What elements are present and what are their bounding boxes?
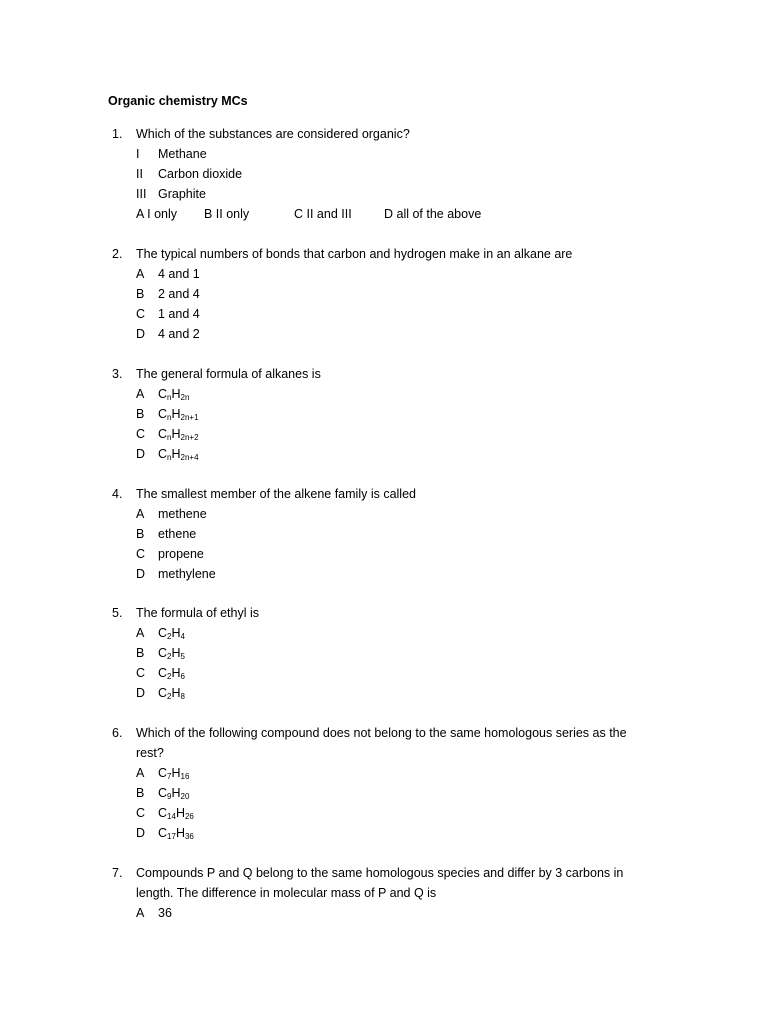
option-letter: D — [136, 447, 146, 461]
formula-subscript: n — [167, 433, 172, 442]
formula-element: H — [171, 686, 181, 700]
answer-option — [136, 524, 652, 544]
option-letter: C — [136, 666, 146, 680]
option-letter: A — [136, 387, 145, 401]
statement-numeral: II — [136, 167, 143, 181]
statement-numeral: I — [136, 147, 140, 161]
option-text: propene — [158, 547, 204, 561]
inline-options — [136, 204, 652, 224]
question-text: The formula of ethyl is — [136, 606, 259, 620]
question-number: 7. — [112, 866, 123, 880]
formula-subscript: n — [167, 413, 172, 422]
option-letter: D — [136, 327, 146, 341]
option-letter: A — [136, 267, 145, 281]
option-text: ethene — [158, 527, 197, 541]
question-text: The general formula of alkanes is — [136, 367, 321, 381]
formula-subscript: 2n+1 — [180, 413, 199, 422]
question-2 — [112, 244, 652, 344]
statement — [136, 164, 652, 184]
formula — [158, 763, 189, 783]
option-letter: C — [136, 307, 146, 321]
formula-subscript: 7 — [167, 772, 172, 781]
formula-element: H — [171, 666, 181, 680]
statement-text: Graphite — [158, 187, 206, 201]
formula-element: C — [158, 626, 168, 640]
statement-numeral: III — [136, 187, 147, 201]
formula — [158, 783, 189, 803]
formula-element: H — [171, 447, 181, 461]
option-text: 4 and 1 — [158, 267, 200, 281]
formula-subscript: 8 — [180, 692, 185, 701]
formula — [158, 404, 199, 424]
answer-option — [136, 324, 652, 344]
question-number: 5. — [112, 606, 123, 620]
formula-element: C — [158, 427, 168, 441]
formula-element: C — [158, 826, 168, 840]
answer-option — [136, 404, 652, 424]
formula-subscript: 2 — [167, 652, 172, 661]
option-text: 4 and 2 — [158, 327, 200, 341]
option-letter: A — [136, 766, 145, 780]
formula-element: H — [175, 826, 185, 840]
question-text: Compounds P and Q belong to the same homologous species and differ by 3 carbons in length. The difference in molecular mass of P and Q is — [136, 866, 624, 900]
formula-subscript: 14 — [167, 812, 176, 821]
formula-element: H — [171, 646, 181, 660]
statement-text: Carbon dioxide — [158, 167, 243, 181]
statement-text: Methane — [158, 147, 207, 161]
formula-element: C — [158, 666, 168, 680]
option-letter: D — [136, 826, 146, 840]
question-3 — [112, 364, 652, 464]
option-text: 1 and 4 — [158, 307, 200, 321]
option-text: 2 and 4 — [158, 287, 200, 301]
answer-option — [136, 803, 652, 823]
question-text: The smallest member of the alkene family is called — [136, 487, 416, 501]
answer-option — [136, 264, 652, 284]
formula-element: C — [158, 387, 168, 401]
formula-element: H — [171, 427, 181, 441]
question-5 — [112, 603, 652, 703]
formula-subscript: 16 — [180, 772, 190, 781]
answer-option — [136, 444, 652, 464]
answer-option — [136, 564, 652, 584]
option-text: methylene — [158, 567, 216, 581]
question-number: 1. — [112, 127, 123, 141]
question-text: Which of the substances are considered organic? — [136, 127, 410, 141]
formula — [158, 803, 194, 823]
answer-option — [136, 304, 652, 324]
answer-option — [136, 544, 652, 564]
option-letter: B — [136, 786, 145, 800]
formula-subscript: 36 — [184, 832, 194, 841]
question-4 — [112, 484, 652, 584]
inline-option: A I only — [136, 207, 177, 221]
option-letter: C — [136, 806, 146, 820]
formula — [158, 623, 185, 643]
formula-subscript: 4 — [180, 632, 185, 641]
option-letter: B — [136, 287, 145, 301]
formula-subscript: 5 — [180, 652, 185, 661]
document-title: Organic chemistry MCs — [108, 94, 248, 108]
formula-subscript: 2n — [180, 393, 190, 402]
answer-option — [136, 424, 652, 444]
formula-subscript: 6 — [180, 672, 185, 681]
option-letter: B — [136, 646, 145, 660]
formula-subscript: 2 — [167, 672, 172, 681]
answer-option — [136, 683, 652, 703]
formula-element: H — [171, 786, 181, 800]
question-number: 3. — [112, 367, 123, 381]
formula — [158, 384, 189, 404]
formula-element: C — [158, 686, 168, 700]
answer-option — [136, 763, 652, 783]
question-7 — [112, 863, 652, 923]
formula — [158, 823, 194, 843]
formula-subscript: 2 — [167, 692, 172, 701]
answer-option — [136, 504, 652, 524]
question-number: 6. — [112, 726, 123, 740]
formula-element: C — [158, 806, 168, 820]
inline-option: D all of the above — [384, 207, 482, 221]
formula-element: C — [158, 766, 168, 780]
formula — [158, 444, 199, 464]
question-number: 2. — [112, 247, 123, 261]
option-letter: C — [136, 547, 146, 561]
option-text: methene — [158, 507, 207, 521]
statement — [136, 144, 652, 164]
formula-subscript: 2n+4 — [180, 453, 199, 462]
question-text: The typical numbers of bonds that carbon and hydrogen make in an alkane are — [136, 247, 573, 261]
inline-option: C II and III — [294, 207, 352, 221]
answer-option — [136, 623, 652, 643]
answer-option — [136, 783, 652, 803]
option-letter: A — [136, 507, 145, 521]
option-letter: A — [136, 906, 145, 920]
formula-subscript: n — [167, 453, 172, 462]
option-letter: D — [136, 686, 146, 700]
formula-element: H — [171, 626, 181, 640]
formula-subscript: 2 — [167, 632, 172, 641]
answer-option — [136, 384, 652, 404]
option-letter: B — [136, 527, 145, 541]
formula — [158, 663, 185, 683]
question-6 — [112, 723, 652, 843]
formula-subscript: 17 — [167, 832, 176, 841]
formula-element: H — [175, 806, 185, 820]
inline-option: B II only — [204, 207, 250, 221]
formula-element: C — [158, 786, 168, 800]
statement — [136, 184, 652, 204]
answer-option — [136, 643, 652, 663]
option-letter: B — [136, 407, 145, 421]
question-text: Which of the following compound does not belong to the same homologous series as the rest? — [136, 726, 627, 760]
formula-subscript: 9 — [167, 792, 172, 801]
answer-option — [136, 663, 652, 683]
option-letter: A — [136, 626, 145, 640]
option-text: 36 — [158, 906, 172, 920]
option-letter: D — [136, 567, 146, 581]
answer-option — [136, 823, 652, 843]
formula — [158, 643, 185, 663]
formula-element: C — [158, 447, 168, 461]
formula-subscript: n — [167, 393, 172, 402]
formula-element: H — [171, 407, 181, 421]
formula-element: C — [158, 646, 168, 660]
formula-subscript: 2n+2 — [180, 433, 199, 442]
option-letter: C — [136, 427, 146, 441]
question-1 — [112, 124, 652, 224]
answer-option — [136, 284, 652, 304]
formula — [158, 683, 185, 703]
answer-option — [136, 903, 652, 923]
formula-subscript: 20 — [180, 792, 190, 801]
question-number: 4. — [112, 487, 123, 501]
formula-element: H — [171, 387, 181, 401]
formula-subscript: 26 — [184, 812, 194, 821]
formula-element: H — [171, 766, 181, 780]
formula — [158, 424, 199, 444]
formula-element: C — [158, 407, 168, 421]
